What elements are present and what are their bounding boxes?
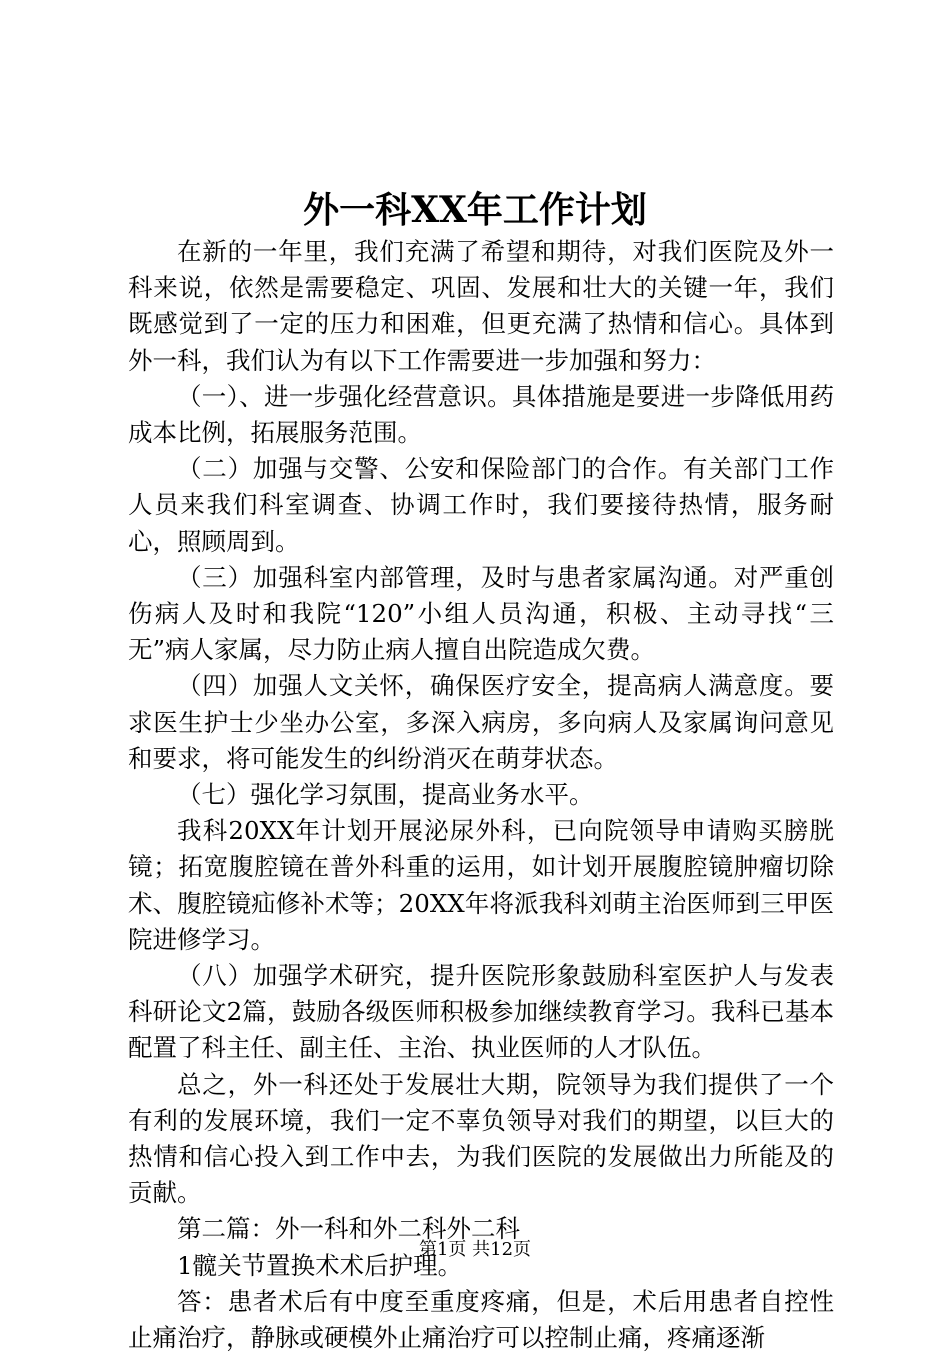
paragraph-intro: 在新的一年里，我们充满了希望和期待，对我们医院及外一科来说，依然是需要稳定、巩固、发展和壮大的关键一年，我们既感觉到了一定的压力和困难，但更充满了热情和信心。具体到外一科，我们认为有以下工作需要进一步加强和努力： — [128, 237, 834, 375]
paragraph-item-3: （三）加强科室内部管理，及时与患者家属沟通。对严重创伤病人及时和我院“120”小组人员沟通，积极、主动寻找“三无”病人家属，尽力防止病人擅自出院造成欠费。 — [128, 562, 834, 665]
document-title: 外一科XX年工作计划 — [303, 189, 647, 231]
paragraph-question: 1髋关节置换术术后护理。 — [177, 1250, 463, 1280]
paragraph-plan: 我科20XX年计划开展泌尿外科，已向院领导申请购买膀胱镜；拓宽腹腔镜在普外科重的运用，如计划开展腹腔镜肿瘤切除术、腹腔镜疝修补术等；20XX年将派我科刘萌主治医师到三甲医院进修学习。 — [128, 816, 834, 954]
paragraph-conclusion: 总之，外一科还处于发展壮大期，院领导为我们提供了一个有利的发展环境，我们一定不辜负领导对我们的期望，以巨大的热情和信心投入到工作中去，为我们医院的发展做出力所能及的贡献。 — [128, 1069, 834, 1208]
paragraph-item-4: （四）加强人文关怀，确保医疗安全，提高病人满意度。要求医生护士少坐办公室，多深入病房，多向病人及家属询问意见和要求，将可能发生的纠纷消灭在萌芽状态。 — [128, 671, 834, 773]
paragraph-answer: 答：患者术后有中度至重度疼痛，但是，术后用患者自控性止痛治疗，静脉或硬模外止痛治疗可以控制止痛，疼痛逐渐 — [128, 1286, 834, 1353]
paragraph-item-2: （二）加强与交警、公安和保险部门的合作。有关部门工作人员来我们科室调查、协调工作时，我们要接待热情，服务耐心，照顾周到。 — [128, 454, 834, 556]
document-body — [128, 234, 834, 1356]
page-footer: 第1页 共12页 — [418, 1239, 532, 1260]
paragraph-item-7: （七）强化学习氛围，提高业务水平。 — [177, 780, 594, 810]
section-heading-2: 第二篇：外一科和外二科外二科 — [177, 1214, 520, 1244]
paragraph-item-8: （八）加强学术研究，提升医院形象鼓励科室医护人与发表科研论文2篇，鼓励各级医师积极参加继续教育学习。我科已基本配置了科主任、副主任、主治、执业医师的人才队伍。 — [128, 961, 834, 1063]
paragraph-item-1: （一）、进一步强化经营意识。具体措施是要进一步降低用药成本比例，拓展服务范围。 — [128, 381, 834, 448]
